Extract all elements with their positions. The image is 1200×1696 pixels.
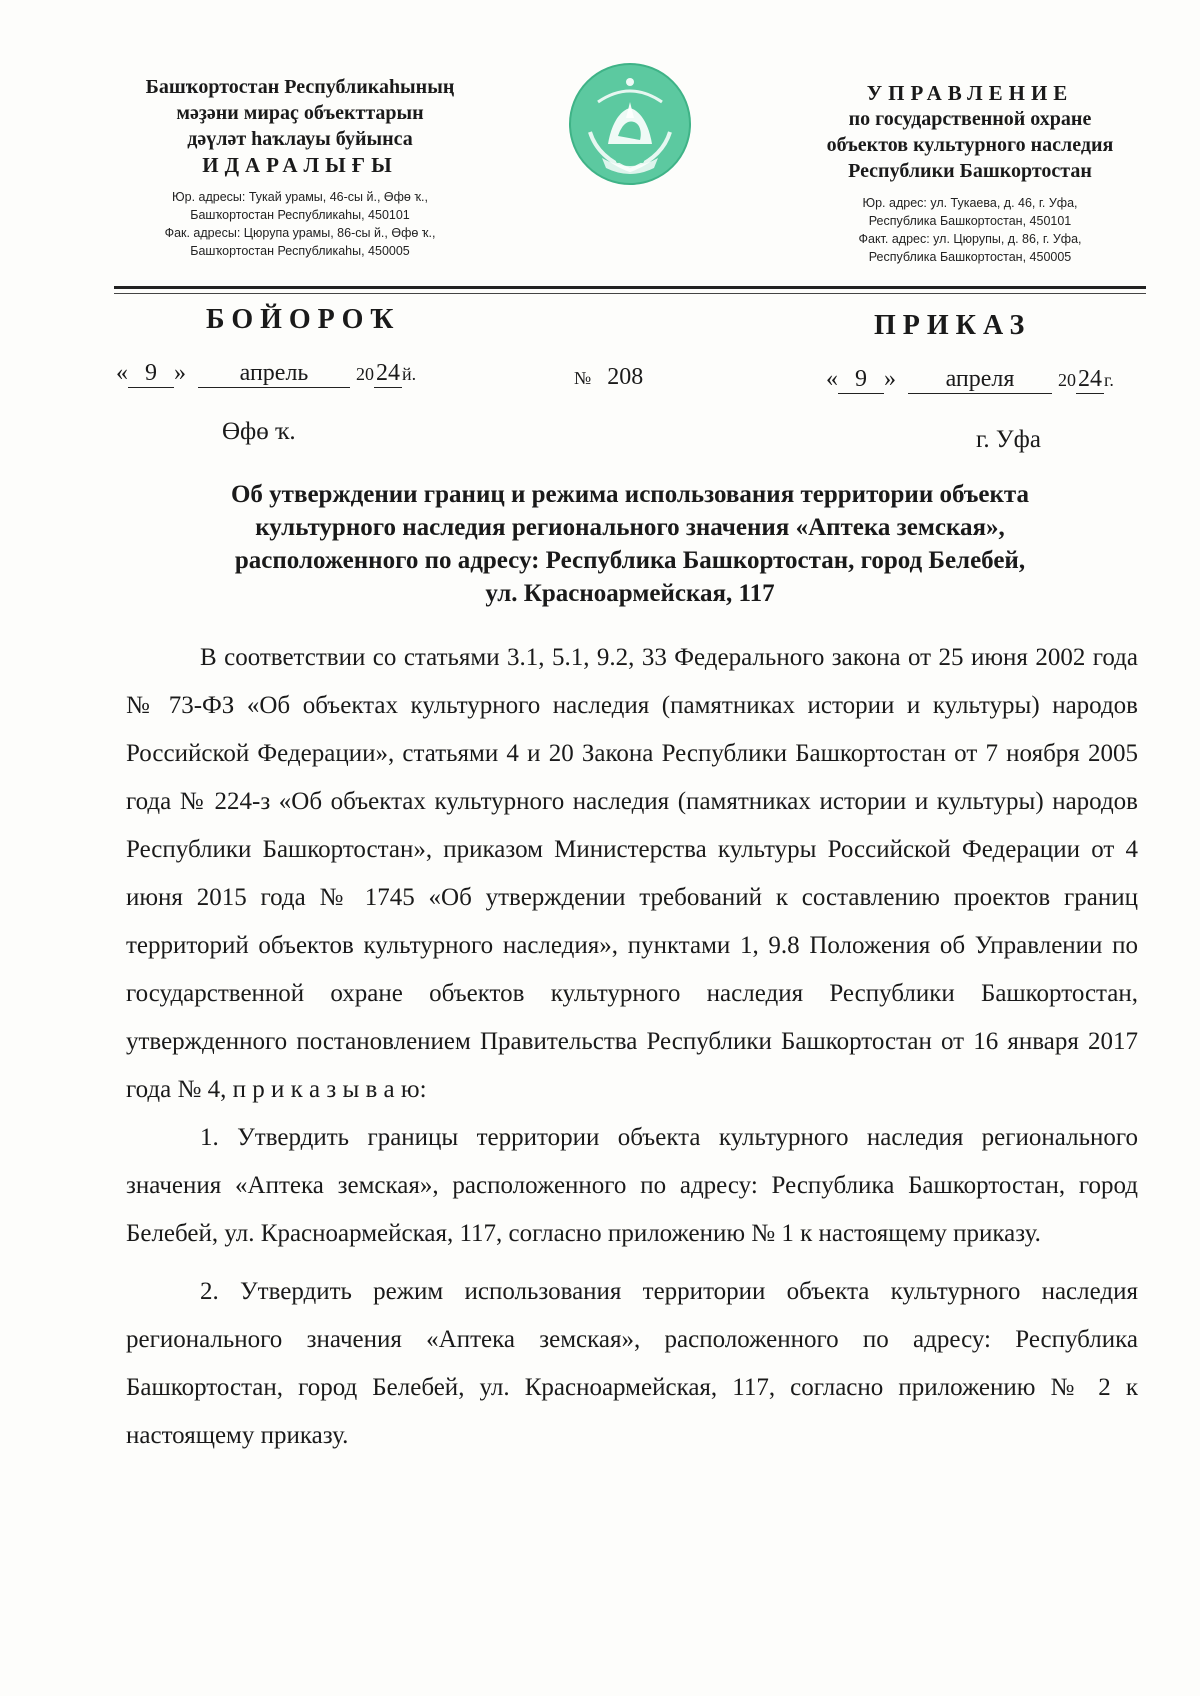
title-line3: расположенного по адресу: Республика Башкортостан, город Белебей, — [234, 547, 1026, 574]
city-russian: г. Уфа — [976, 426, 1041, 453]
date-bashkir-year-mark: й. — [402, 364, 417, 384]
preamble-paragraph: В соответствии со статьями 3.1, 5.1, 9.2, 33 Федерального закона от 25 июня 2002 года № 73-ФЗ «Об объектах культурного наследия (памятниках истории и культуры) народов Российской Федерации», статьями 4 и 20 Закона Республики Башкортостан от 7 ноября 2005 года № 224-з «Об объектах культурного наследия (памятниках истории и культуры) народов Республики Башкортостан», приказом Министерства культуры Российской Федерации от 4 июня 2015 года № 1745 «Об утверждении требований к составлению проектов границ территорий объектов культурного наследия», пунктами 1, 9.8 Положения об Управлении по государственной охране объектов культурного наследия Республики Башкортостан, утвержденного постановлением Правительства Республики Башкортостан от 16 января 2017 года № 4, п р и к а з ы в а ю: — [126, 644, 1138, 1103]
org-name-russian-line1: УПРАВЛЕНИЕ — [866, 81, 1074, 105]
document-title — [140, 478, 1120, 610]
org-name-russian-line2: по государственной охране — [848, 108, 1092, 130]
address-russian-line4: Республика Башкортостан, 450005 — [868, 250, 1072, 264]
order-item-2: 2. Утвердить режим использования территории объекта культурного наследия регионального значения «Аптека земская», расположенного по адресу: Республика Башкортостан, город Белебей, ул. Красноармейская, 117, согласно приложению № 2 к настоящему приказу. — [126, 1278, 1138, 1449]
header-divider-thick — [114, 286, 1146, 289]
title-line4: ул. Красноармейская, 117 — [485, 580, 775, 607]
order-number — [574, 364, 643, 391]
org-name-russian-line3: объектов культурного наследия — [826, 134, 1114, 156]
date-bashkir-day: 9 — [128, 360, 174, 388]
date-bashkir-year-prefix: 20 — [356, 364, 374, 384]
date-bashkir: « 9 » апрель 2024 й. — [116, 360, 417, 386]
org-name-bashkir-line1: Башҡортостан Республикаһының — [145, 76, 455, 98]
org-name-russian-line4: Республики Башкортостан — [848, 160, 1092, 182]
address-bashkir-line2: Башҡортостан Республикаһы, 450101 — [190, 208, 410, 222]
date-bashkir-month: апрель — [198, 360, 350, 388]
title-line1: Об утверждении границ и режима использования территории объекта — [230, 481, 1030, 508]
address-bashkir-line4: Башҡортостан Республикаһы, 450005 — [190, 244, 410, 258]
title-line2: культурного наследия регионального значения «Аптека земская», — [255, 514, 1005, 541]
date-bashkir-year-suffix: 24 — [376, 360, 400, 386]
address-russian — [770, 194, 1170, 266]
date-russian-year-prefix: 20 — [1058, 370, 1076, 390]
city-bashkir: Өфө ҡ. — [222, 418, 296, 445]
date-russian-year-mark: г. — [1104, 370, 1114, 390]
org-name-bashkir-line2: мәҙәни мираҫ объекттарын — [176, 102, 424, 124]
header-right-block — [770, 80, 1170, 266]
header-divider-thin — [114, 293, 1146, 294]
org-name-bashkir-line3: дәүләт һаҡлауы буйынса — [187, 128, 413, 150]
org-name-bashkir-line4: ИДАРАЛЫҒЫ — [202, 153, 398, 177]
date-russian-month: апреля — [908, 366, 1052, 394]
number-value: 208 — [607, 364, 644, 390]
address-bashkir-line3: Фак. адресы: Цюрупа урамы, 86-сы й., Өфө ҡ., — [164, 226, 436, 240]
address-russian-line1: Юр. адрес: ул. Тукаева, д. 46, г. Уфа, — [862, 196, 1078, 210]
date-russian-year-suffix: 24 — [1078, 366, 1102, 392]
number-sign: № — [574, 368, 592, 388]
date-russian-day: 9 — [838, 366, 884, 394]
doc-kind-russian: ПРИКАЗ — [874, 310, 1032, 341]
doc-kind-bashkir: БОЙОРОҠ — [206, 304, 401, 335]
order-item-1: 1. Утвердить границы территории объекта культурного наследия регионального значения «Аптека земская», расположенного по адресу: Республика Башкортостан, город Белебей, ул. Красноармейская, 117, согласно приложению № 1 к настоящему приказу. — [126, 1124, 1138, 1247]
document-body — [126, 634, 1138, 1460]
address-russian-line2: Республика Башкортостан, 450101 — [868, 214, 1072, 228]
date-russian: « 9 » апреля 2024 г. — [826, 366, 1114, 392]
header-left-block — [110, 74, 490, 260]
address-bashkir-line1: Юр. адресы: Тукай урамы, 46-сы й., Өфө ҡ., — [172, 190, 428, 204]
address-russian-line3: Факт. адрес: ул. Цюрупы, д. 86, г. Уфа, — [858, 232, 1082, 246]
address-bashkir — [110, 188, 490, 260]
coat-of-arms-icon — [568, 62, 692, 186]
